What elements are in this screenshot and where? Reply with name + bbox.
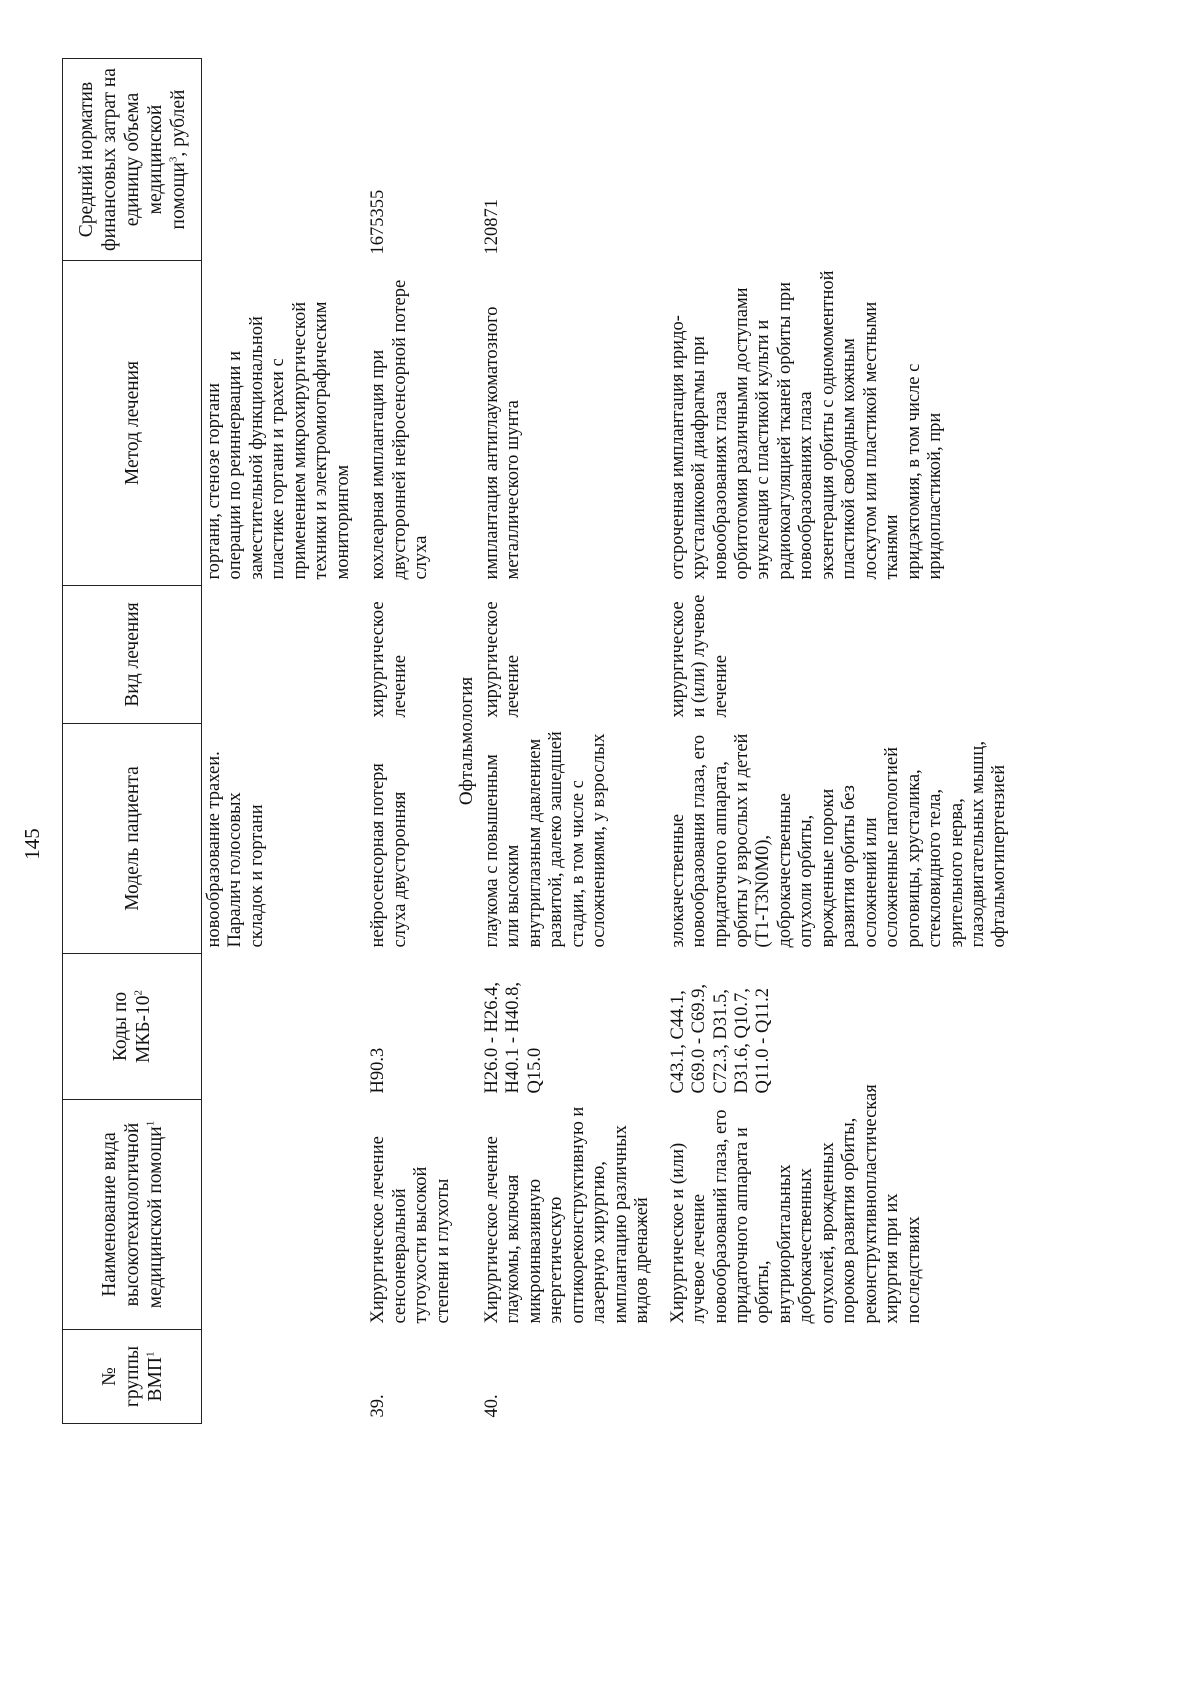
header-method: Метод лечения [63, 261, 202, 586]
method-item: иридэктомия, в том числе с иридопластикой, при [903, 363, 946, 580]
cell-type: хирургическое лечение [482, 601, 524, 718]
page-number: 145 [20, 828, 44, 860]
cell-model: глаукома с повышенным или высоким внутриглазным давлением развитой, далеко зашедшей стадии, в том числе с осложнениями, у взрослых [482, 731, 610, 948]
header-model: Модель пациента [63, 724, 202, 954]
cell-codes: H26.0 - H26.4, H40.1 - H40.8, Q15.0 [482, 981, 545, 1094]
header-name: Наименование вида высокотехнологичной медицинской помощи$^1$ [63, 1100, 202, 1330]
method-item: энуклеация с пластикой культи и радиокоагуляцией тканей орбиты при новообразованиях глаза [753, 282, 817, 580]
cell-no: 40. [482, 1394, 503, 1418]
cell-name: Хирургическое лечение сенсоневральной тугоухости высокой степени и глухоты [368, 1136, 453, 1324]
header-cost: Средний норматив финансовых затрат на единицу объема медицинской помощи$^3$, рублей [63, 59, 202, 261]
cell-codes: H90.3 [368, 1047, 389, 1094]
table-row-40b [666, 59, 1013, 1424]
cell-no: 39. [368, 1394, 389, 1418]
table-row-40 [480, 59, 656, 1424]
section-title: Офтальмология [455, 676, 477, 806]
cell-type: хирургическое лечение [368, 601, 410, 718]
cell-name: Хирургическое лечение глаукомы, включая микроинвазивную энергетическую оптикореконструктивную и лазерную хирургию, имплантацию различных видов дренажей [482, 1106, 653, 1324]
cell-method: кохлеарная имплантация при двусторонней нейросенсорной потере слуха [368, 279, 432, 580]
cell-method: гортани, стенозе гортани операции по реиннервации и заместительной функциональной пластике гортани и трахеи с применением микрохирургической техники и электромиографическим мониторингом [204, 301, 353, 580]
cell-model: злокачественные новообразования глаза, его придаточного аппарата, орбиты у взрослых и детей (T1-T3N0M0), доброкачественные опухоли орбиты, врожденные пороки развития орбиты без осложнений или осложненные патологией роговицы, хрусталика, стекловидного тела, зрительного нерва, глазодвигательных мышц, офтальмогипертензией [667, 733, 1010, 948]
table-row-continuation [202, 59, 357, 1424]
table-header-row [63, 59, 202, 1424]
section-row [456, 59, 480, 1424]
cell-codes: C43.1, C44.1, C69.0 - C69.9, C72.3, D31.5, D31.6, Q10.7, Q11.0 - Q11.2 [667, 984, 774, 1094]
cell-cost: 1675355 [368, 189, 389, 255]
method-item: орбитотомия различными доступами [732, 287, 752, 580]
cell-cost: 120871 [482, 199, 503, 255]
method-item: отсроченная имплантация иридо-хрусталиковой диафрагмы при новообразованиях глаза [667, 315, 731, 580]
method-item: экзентерация орбиты с одномоментной пластикой свободным кожным лоскутом или пластикой местными тканями [817, 270, 903, 580]
header-type: Вид лечения [63, 586, 202, 724]
vmp-table [62, 58, 1013, 1424]
cell-method: имплантация антиглаукоматозного металлического шунта [482, 306, 524, 580]
cell-model: новообразование трахеи. Паралич голосовых складок и гортани [204, 751, 267, 948]
cell-type: хирургическое и (или) лучевое лечение [667, 594, 731, 718]
cell-method [666, 261, 1013, 586]
header-codes: Коды по МКБ-$10^2$ [63, 954, 202, 1100]
cell-name: Хирургическое и (или) лучевое лечение новообразований глаза, его придаточного аппарата и орбиты, внутриорбитальных доброкачественных опухолей, врожденных пороков развития орбиты, реконструктивнопластическая хирургия при их последствиях [667, 1084, 924, 1324]
header-no: № группы ВМП$^1$ [63, 1330, 202, 1424]
cell-model: нейросенсорная потеря слуха двусторонняя [368, 763, 410, 948]
table-row-39 [366, 59, 456, 1424]
